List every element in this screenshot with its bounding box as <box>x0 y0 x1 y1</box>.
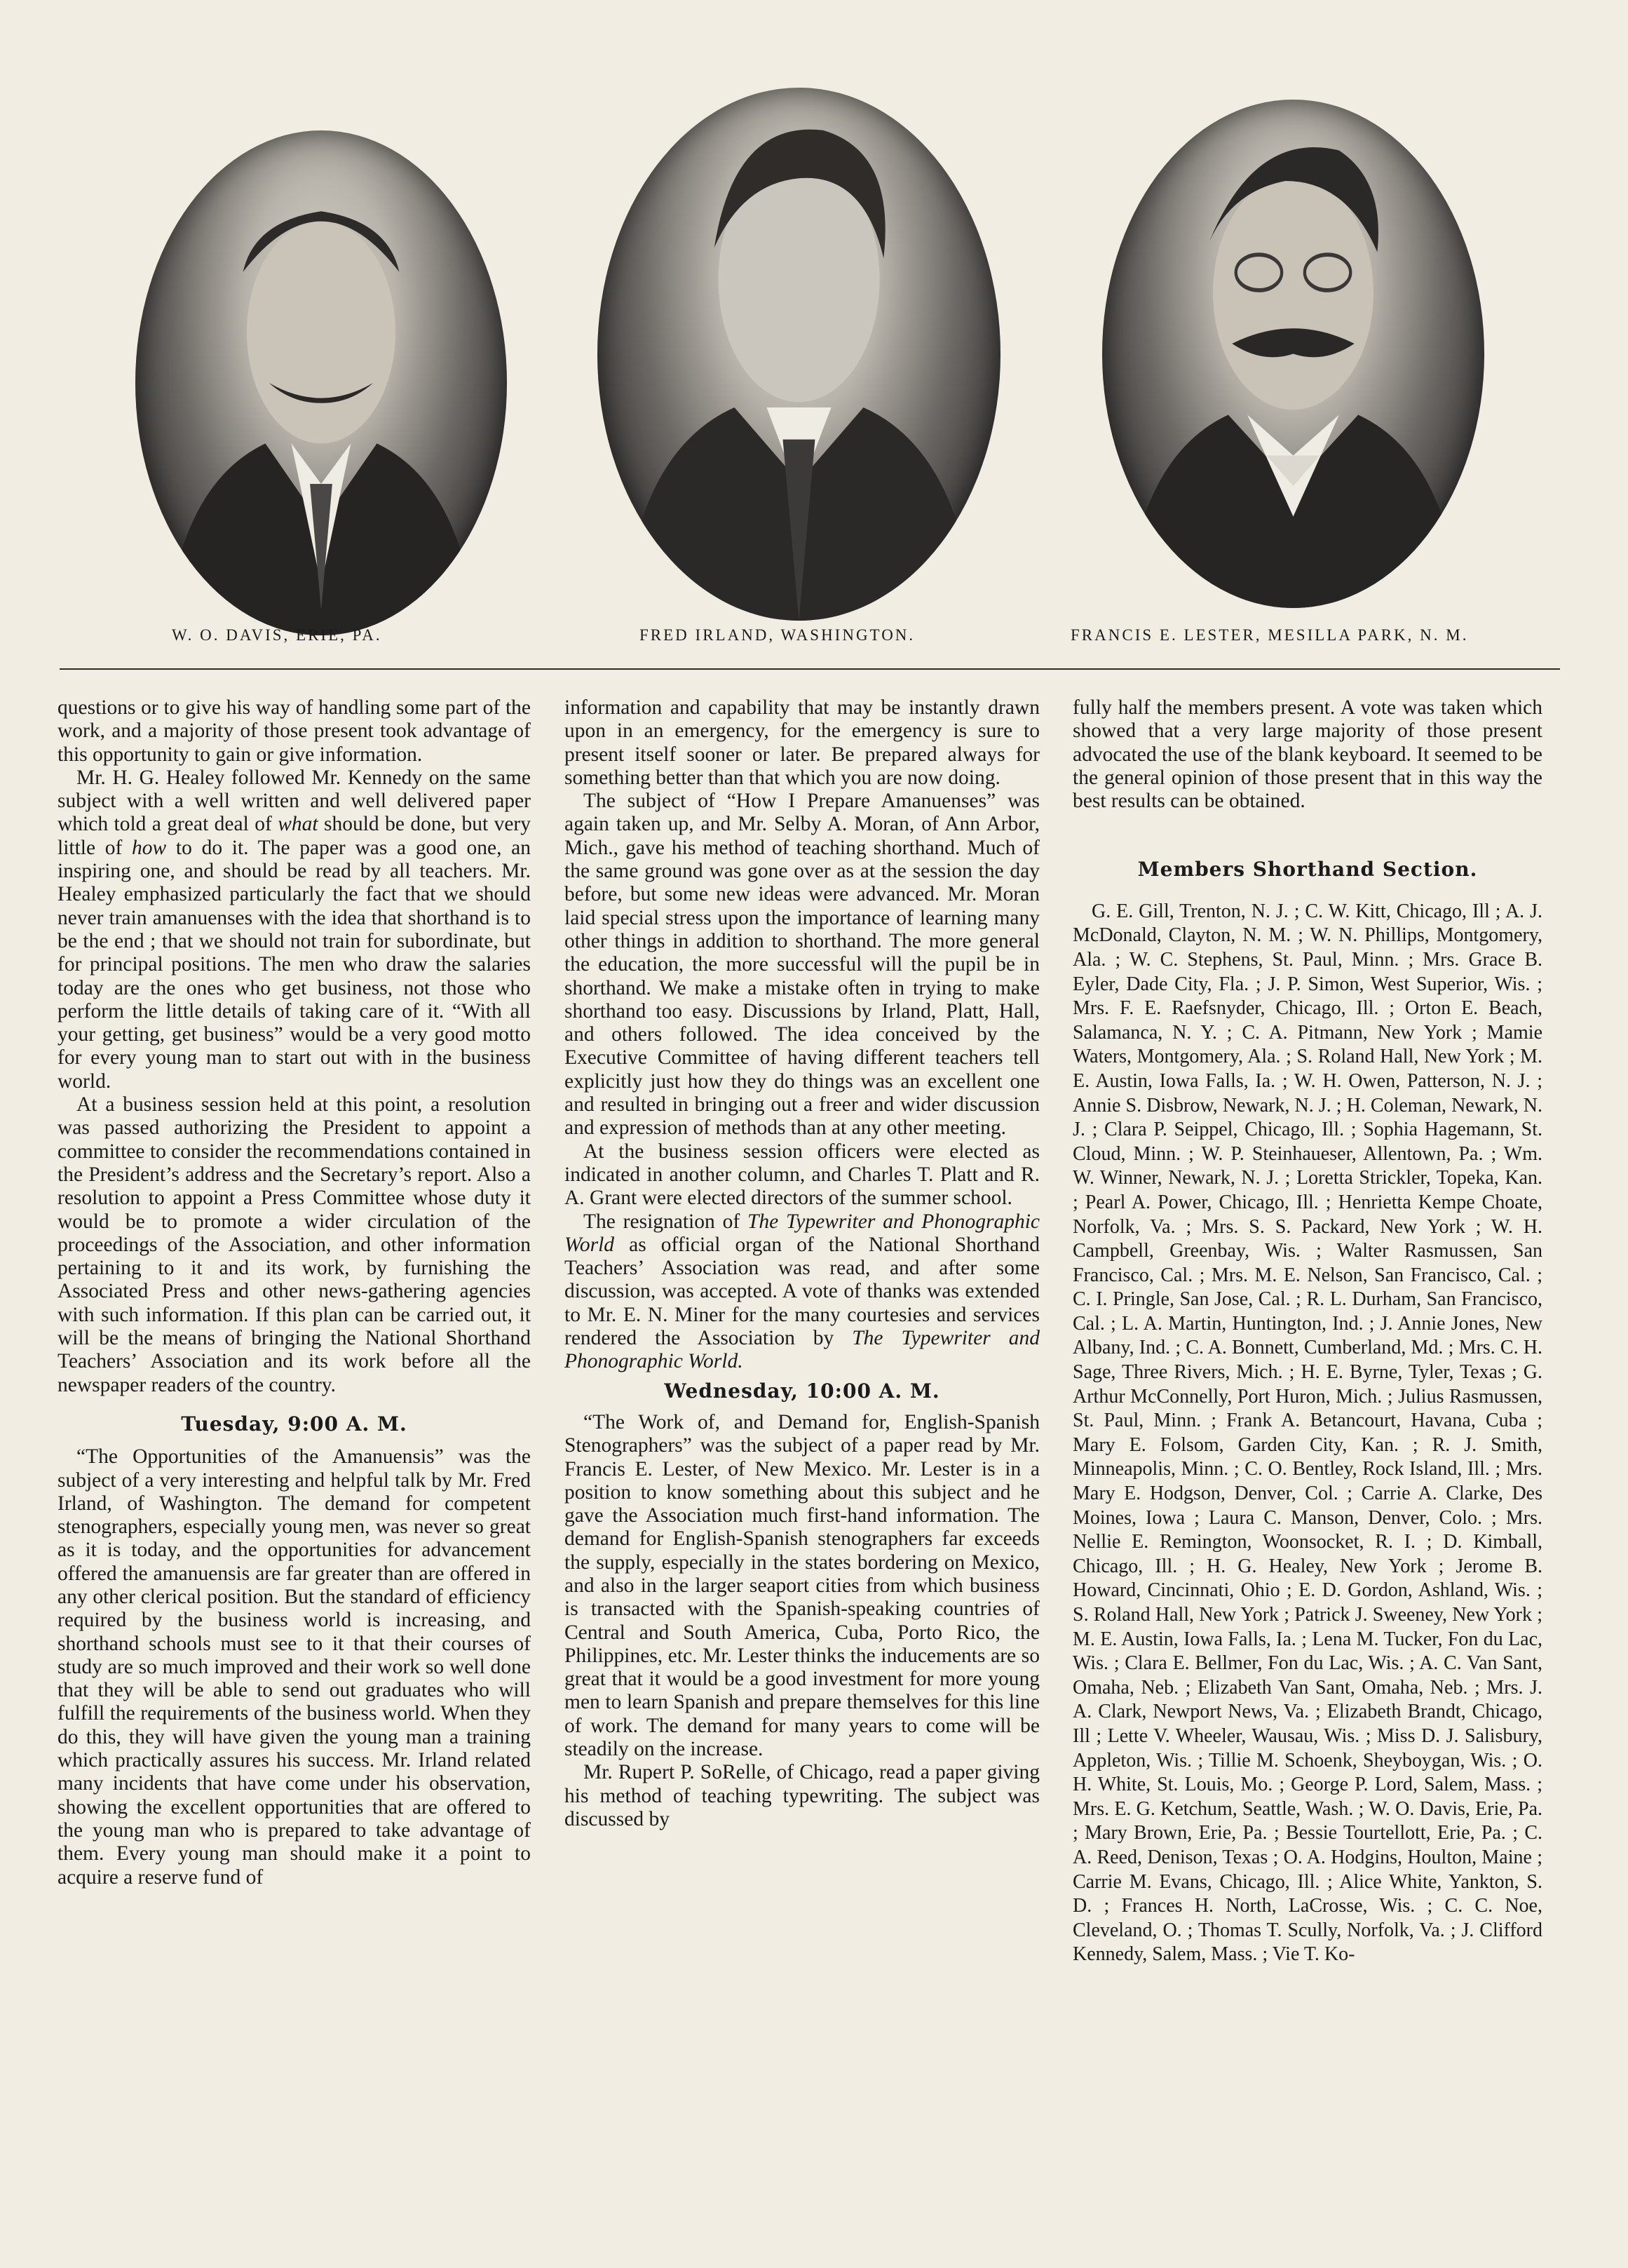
portrait-davis-figure <box>135 130 507 635</box>
section-heading: Wednesday, 10:00 A. M. <box>664 1379 940 1403</box>
portrait-irland-figure <box>597 88 1000 621</box>
text-column-3 <box>1073 696 1542 1967</box>
portrait-row <box>0 0 1628 666</box>
section-heading: Members Shorthand Section. <box>1137 858 1478 882</box>
paragraph: Mr. Rupert P. SoRelle, of Chicago, read a paper giving his method of teaching typewriting. The subject was discussed by <box>564 1761 1040 1830</box>
text-column-2 <box>564 696 1040 1831</box>
paragraph: The resignation of The Typewriter and Phonographic World as official organ of the National Shorthand Teachers’ Association was read, and after some discussion, was accepted. A vote of thanks was extended to Mr. E. N. Miner for the many courtesies and services rendered the Association by The Typewriter and Phonographic World. <box>564 1210 1040 1373</box>
portrait-lester <box>1102 100 1484 608</box>
portrait-caption: W. O. DAVIS, ERIE, PA. <box>172 626 382 644</box>
paragraph: information and capability that may be instantly drawn upon in an emergency, for the emergency is sure to present itself sooner or later. Be prepared always for something better than that which you are now doing. <box>564 696 1040 789</box>
portrait-lester-figure <box>1102 100 1484 608</box>
portrait-irland <box>597 88 1000 621</box>
paragraph: “The Opportunities of the Amanuensis” was the subject of a very interesting and helpful talk by Mr. Fred Irland, of Washington. The demand for competent stenographers, especially young men, was never so great as it is today, and the opportunities for advancement offered the amanuensis are far greater than are offered in any other clerical position. But the standard of efficiency required by the business world is increasing, and shorthand schools must see to it that their courses of study are so much improved and their work so well done that they will be able to send out graduates who will fulfill the requirements of the business world. When they do this, they will have given the young man a training which practically assures his success. Mr. Irland related many incidents that have come under his observation, showing the excellent opportunities that are offered to the young man who is prepared to take advantage of them. Every young man should make it a point to acquire a reserve fund of <box>57 1445 531 1889</box>
horizontal-rule <box>60 668 1560 670</box>
text-column-1 <box>57 696 531 1889</box>
paragraph: fully half the members present. A vote was taken which showed that a very large majority of those present advocated the use of the blank keyboard. It seemed to be the general opinion of those present that in this way the best results can be obtained. <box>1073 696 1542 813</box>
portrait-caption: FRANCIS E. LESTER, MESILLA PARK, N. M. <box>1071 626 1469 644</box>
paragraph: “The Work of, and Demand for, English-Spanish Stenographers” was the subject of a paper read by Mr. Francis E. Lester, of New Mexico. Mr. Lester is in a position to know something about this subject and he gave the Association much first-hand information. The demand for English-Spanish stenographers far exceeds the supply, especially in the states bordering on Mexico, and also in the larger seaport cities from which business is transacted with the Spanish-speaking countries of Central and South America, Cuba, Porto Rico, the Philippines, etc. Mr. Lester thinks the inducements are so great that it would be a good investment for more young men to learn Spanish and prepare themselves for this line of work. The demand for many years to come will be steadily on the increase. <box>564 1410 1040 1761</box>
paragraph: At a business session held at this point, a resolution was passed authorizing the President to appoint a committee to consider the recommendations contained in the President’s address and the Secretary’s report. Also a resolution to appoint a Press Committee whose duty it would be to promote a wider circulation of the proceedings of the Association, and other information pertaining to it and its work, by furnishing the Associated Press and other news-gathering agencies with such information. If this plan can be carried out, it will be the means of bringing the National Shorthand Teachers’ Association and its work before all the newspaper readers of the country. <box>57 1093 531 1396</box>
paragraph: Mr. H. G. Healey followed Mr. Kennedy on the same subject with a well written and well delivered paper which told a great deal of what should be done, but very little of how to do it. The paper was a good one, an inspiring one, and should be read by all teachers. Mr. Healey emphasized particularly the fact that we should never train amanuenses with the idea that shorthand is to be the end ; that we should not train for subordinate, but for principal positions. The men who draw the salaries today are the ones who get business, not those who perform the little details of taking care of it. “With all your getting, get business” would be a very good motto for every young man to start out with in the business world. <box>57 766 531 1093</box>
portrait-caption: FRED IRLAND, WASHINGTON. <box>639 626 916 644</box>
paragraph: At the business session officers were elected as indicated in another column, and Charles T. Platt and R. A. Grant were elected directors of the summer school. <box>564 1140 1040 1210</box>
portrait-davis <box>135 130 507 635</box>
paragraph: questions or to give his way of handling some part of the work, and a majority of those present took advantage of this opportunity to gain or give information. <box>57 696 531 766</box>
members-list: G. E. Gill, Trenton, N. J. ; C. W. Kitt, Chicago, Ill ; A. J. McDonald, Clayton, N. M. ; W. N. Phillips, Montgomery, Ala. ; W. C. Stephens, St. Paul, Minn. ; Mrs. Grace B. Eyler, Dade City, Fla. ; J. P. Simon, West Superior, Wis. ; Mrs. F. E. Raefsnyder, Chicago, Ill. ; Orton E. Beach, Salamanca, N. Y. ; C. A. Pitmann, New York ; Mamie Waters, Montgomery, Ala. ; S. Roland Hall, New York ; M. E. Austin, Iowa Falls, Ia. ; W. H. Owen, Patterson, N. J. ; Annie S. Disbrow, Newark, N. J. ; H. Coleman, Newark, N. J. ; Clara P. Seippel, Chicago, Ill. ; Sophia Hagemann, St. Cloud, Minn. ; W. P. Steinhaueser, Allentown, Pa. ; Wm. W. Winner, Newark, N. J. ; Loretta Strickler, Topeka, Kan. ; Pearl A. Power, Chicago, Ill. ; Henrietta Kempe Choate, Norfolk, Va. ; Mrs. S. S. Packard, New York ; W. H. Campbell, Greenbay, Wis. ; Walter Rasmussen, San Francisco, Cal. ; Mrs. M. E. Nelson, San Francisco, Cal. ; C. I. Pringle, San Jose, Cal. ; R. L. Durham, San Francisco, Cal. ; L. A. Martin, Huntington, Ind. ; J. Annie Jones, New Albany, Ind. ; C. A. Bonnett, Cumberland, Md. ; Mrs. C. H. Sage, Three Rivers, Mich. ; H. E. Byrne, Tyler, Texas ; G. Arthur McConnelly, Port Huron, Mich. ; Julius Rasmussen, St. Paul, Minn. ; Frank A. Betancourt, Havana, Cuba ; Mary E. Folsom, Garden City, Kan. ; R. J. Smith, Minneapolis, Minn. ; C. O. Bentley, Rock Island, Ill. ; Mrs. Mary E. Hodgson, Denver, Col. ; Carrie A. Clarke, Des Moines, Iowa ; Laura C. Manson, Denver, Colo. ; Mrs. Nellie E. Remington, Woonsocket, R. I. ; D. Kimball, Chicago, Ill. ; H. G. Healey, New York ; Jerome B. Howard, Cincinnati, Ohio ; E. D. Gordon, Ashland, Wis. ; S. Roland Hall, New York ; Patrick J. Sweeney, New York ; M. E. Austin, Iowa Falls, Ia. ; Lena M. Tucker, Fon du Lac, Wis. ; Clara E. Bellmer, Fon du Lac, Wis. ; A. C. Van Sant, Omaha, Neb. ; Elizabeth Van Sant, Omaha, Neb. ; Mrs. J. A. Clark, Newport News, Va. ; Elizabeth Brandt, Chicago, Ill ; Lette V. Wheeler, Wausau, Wis. ; Miss D. J. Salisbury, Appleton, Wis. ; Tillie M. Schoenk, Sheyboygan, Wis. ; O. H. White, St. Louis, Mo. ; George P. Lord, Salem, Mass. ; Mrs. E. G. Ketchum, Seattle, Wash. ; W. O. Davis, Erie, Pa. ; Mary Brown, Erie, Pa. ; Bessie Tourtellott, Erie, Pa. ; C. A. Reed, Denison, Texas ; O. A. Hodgins, Houlton, Maine ; Carrie M. Evans, Chicago, Ill. ; Alice White, Yankton, S. D. ; Frances H. North, LaCrosse, Wis. ; C. C. Noe, Cleveland, O. ; Thomas T. Scully, Norfolk, Va. ; J. Clifford Kennedy, Salem, Mass. ; Vie T. Ko- <box>1073 900 1542 1966</box>
section-heading: Tuesday, 9:00 A. M. <box>181 1412 407 1436</box>
paragraph: The subject of “How I Prepare Amanuenses” was again taken up, and Mr. Selby A. Moran, of Ann Arbor, Mich., gave his method of teaching shorthand. Much of the same ground was gone over as at the session the day before, but some new ideas were advanced. Mr. Moran laid special stress upon the importance of learning many other things in addition to shorthand. The more general the education, the more successful will the pupil be in shorthand. We make a mistake often in trying to make shorthand too easy. Discussions by Irland, Platt, Hall, and others followed. The idea conceived by the Executive Committee of having different teachers tell explicitly just how they do things was an excellent one and resulted in bringing out a freer and wider discussion and expression of methods than at any other meeting. <box>564 790 1040 1140</box>
